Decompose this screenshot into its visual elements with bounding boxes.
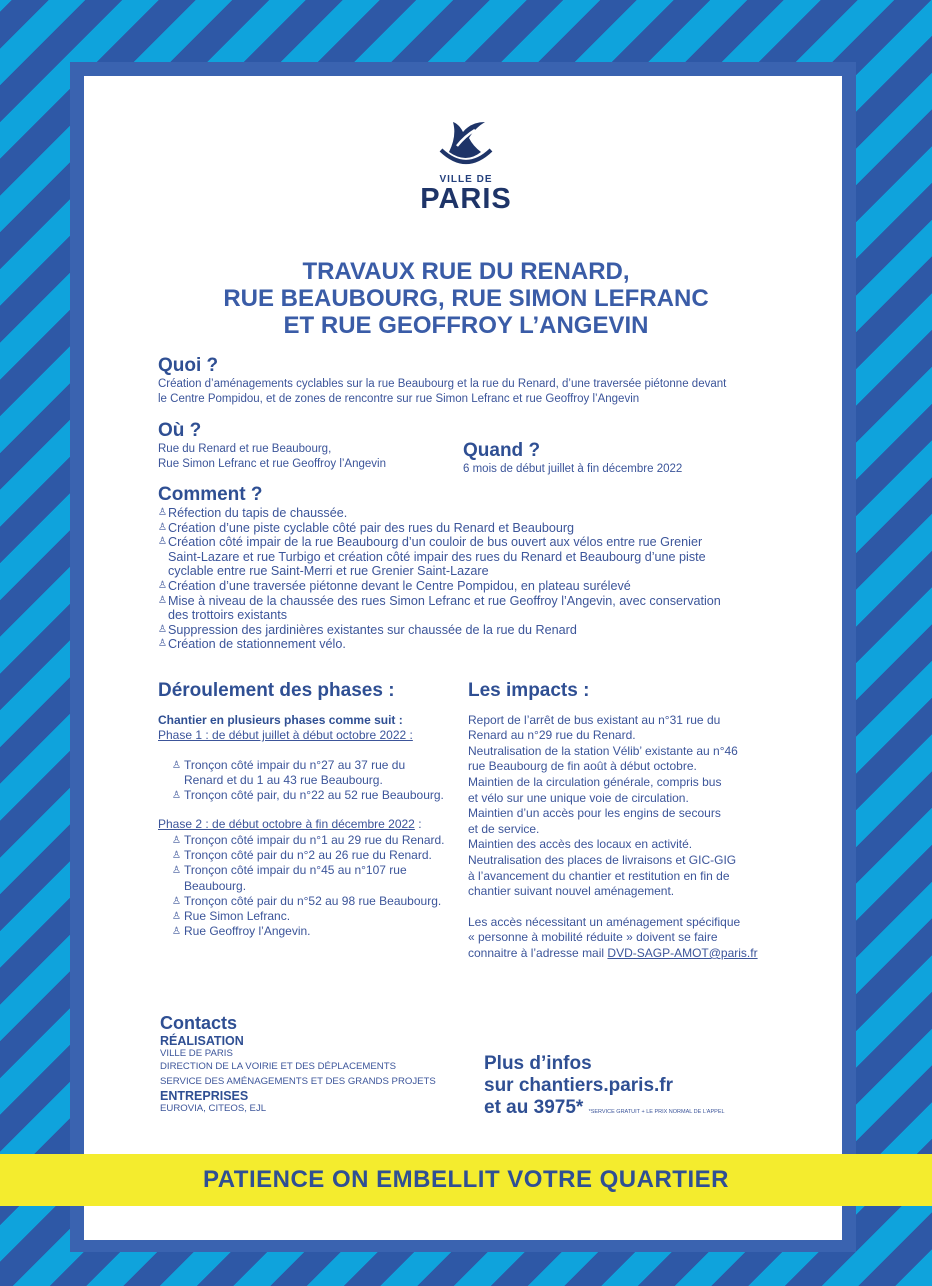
impacts-line: et de service.	[468, 821, 540, 836]
realisation-line3: SERVICE DES AMÉNAGEMENTS ET DES GRANDS PROJETS	[160, 1076, 436, 1087]
worker-icon: ♙	[172, 850, 181, 862]
comment-item-line: Création d’une traversée piétonne devant le Centre Pompidou, en plateau surélevé	[168, 578, 631, 593]
phase-item-line: Tronçon côté pair du n°52 au 98 rue Beaubourg.	[184, 893, 442, 908]
comment-item-line: Suppression des jardinières existantes sur chaussée de la rue du Renard	[168, 622, 577, 637]
comment-item-line: Réfection du tapis de chaussée.	[168, 506, 348, 520]
impacts-line: chantier suivant nouvel aménagement.	[468, 884, 675, 899]
section-impacts	[468, 680, 778, 962]
worker-icon: ♙	[158, 638, 167, 650]
worker-icon: ♙	[158, 594, 167, 606]
infos-line2: sur chantiers.paris.fr	[484, 1075, 674, 1096]
impacts-line: Neutralisation de la station Vélib’ existante au n°46	[468, 743, 738, 758]
paris-boat-icon	[435, 116, 497, 172]
phase-item-line: Tronçon côté pair, du n°22 au 52 rue Beaubourg.	[184, 788, 444, 803]
worker-icon: ♙	[158, 507, 167, 518]
paris-logo	[410, 116, 522, 213]
quand-text: 6 mois de début juillet à fin décembre 2022	[463, 463, 683, 475]
phase-item	[172, 894, 458, 909]
impacts-line: Maintien d’un accès pour les engins de secours	[468, 806, 721, 821]
worker-icon: ♙	[172, 759, 181, 771]
section-contacts	[160, 1013, 480, 1115]
infos-line1: Plus d’infos	[484, 1053, 592, 1074]
phase2-list	[172, 833, 458, 939]
phase-item-line: Tronçon côté impair du n°1 au 29 rue du Renard.	[184, 832, 445, 847]
ou-line1: Rue du Renard et rue Beaubourg,	[158, 443, 332, 455]
comment-item-line: Création de stationnement vélo.	[168, 637, 346, 652]
access-line: « personne à mobilité réduite » doivent se faire	[468, 930, 718, 945]
phases-heading: Déroulement des phases :	[158, 680, 395, 701]
ou-line2: Rue Simon Lefranc et rue Geoffroy l’Angevin	[158, 457, 386, 470]
comment-item-line: Mise à niveau de la chaussée des rues Simon Lefranc et rue Geoffroy l’Angevin, avec conservation	[168, 593, 721, 608]
impacts-line: rue Beaubourg de fin août à début octobre.	[468, 759, 697, 774]
contact-email-link[interactable]: DVD-SAGP-AMOT@paris.fr	[607, 945, 758, 960]
phase-item	[172, 758, 458, 788]
realisation-line1: VILLE DE PARIS	[160, 1048, 233, 1059]
title-line3: ET RUE GEOFFROY L’ANGEVIN	[283, 312, 649, 339]
section-comment	[158, 484, 798, 652]
section-infos	[484, 1053, 784, 1123]
phase-item	[172, 909, 458, 924]
impacts-line: Maintien de la circulation générale, compris bus	[468, 774, 722, 789]
phase1-list	[172, 758, 458, 804]
phase-item-line: Rue Geoffroy l’Angevin.	[184, 924, 311, 939]
phase-item	[172, 924, 458, 939]
section-ou	[158, 420, 458, 471]
impacts-line: Report de l’arrêt de bus existant au n°31 rue du	[468, 712, 721, 727]
comment-item	[158, 579, 798, 594]
worker-icon: ♙	[158, 536, 167, 548]
quoi-line2: le Centre Pompidou, et de zones de rencontre sur rue Simon Lefranc et rue Geoffroy l’Angevin	[158, 392, 640, 405]
logo-line2: PARIS	[420, 183, 512, 215]
entreprises-heading: ENTREPRISES	[160, 1088, 249, 1103]
phase-item-line: Rue Simon Lefranc.	[184, 909, 291, 923]
phase-item-line: Renard et du 1 au 43 rue Beaubourg.	[184, 772, 383, 787]
worker-icon: ♙	[172, 865, 181, 877]
phase-item	[172, 863, 458, 893]
banner-text: PATIENCE ON EMBELLIT VOTRE QUARTIER	[203, 1166, 729, 1193]
quand-heading: Quand ?	[463, 440, 541, 461]
access-text	[468, 915, 778, 946]
phase-item	[172, 788, 458, 803]
phase-item-line: Beaubourg.	[184, 878, 247, 893]
phase-item-line: Tronçon côté impair du n°45 au n°107 rue	[184, 863, 407, 878]
phases-intro: Chantier en plusieurs phases comme suit :	[158, 712, 403, 727]
access-line: Les accès nécessitant un aménagement spécifique	[468, 914, 741, 929]
entreprises-line1: EUROVIA, CITEOS, EJL	[160, 1102, 267, 1114]
phase-item-line: Tronçon côté impair du n°27 au 37 rue du	[184, 757, 406, 772]
ou-heading: Où ?	[158, 420, 202, 441]
worker-icon: ♙	[158, 521, 167, 533]
section-quoi	[158, 355, 798, 406]
worker-icon: ♙	[158, 623, 167, 635]
phase1-label: Phase 1 : de début juillet à début octobre 2022 :	[158, 728, 413, 743]
comment-item	[158, 623, 798, 638]
comment-heading: Comment ?	[158, 484, 263, 505]
worker-icon: ♙	[172, 834, 181, 846]
comment-item	[158, 637, 798, 652]
comment-item	[158, 521, 798, 536]
page-title	[110, 258, 822, 339]
comment-item-line: des trottoirs existants	[168, 608, 287, 623]
comment-item	[158, 535, 798, 579]
title-line1: TRAVAUX RUE DU RENARD,	[302, 258, 630, 285]
realisation-line2: DIRECTION DE LA VOIRIE ET DES DÉPLACEMENTS	[160, 1060, 396, 1072]
comment-item-line: Création côté impair de la rue Beaubourg d’un couloir de bus ouvert aux vélos entre rue Grenier	[168, 535, 703, 550]
comment-item-line: Création d’une piste cyclable côté pair des rues du Renard et Beaubourg	[168, 520, 575, 535]
impacts-line: Neutralisation des places de livraisons et GIC-GIG	[468, 852, 737, 867]
phase2-label: Phase 2 : de début octobre à fin décembre 2022	[158, 817, 415, 832]
impacts-line: à l’avancement du chantier et restitution en fin de	[468, 868, 730, 883]
impacts-line: Renard au n°29 rue du Renard.	[468, 728, 636, 743]
contacts-heading: Contacts	[160, 1013, 238, 1033]
comment-item	[158, 506, 798, 521]
quoi-line1: Création d’aménagements cyclables sur la rue Beaubourg et la rue du Renard, d’une traversée piétonne devant	[158, 378, 727, 390]
bottom-banner	[0, 1154, 932, 1206]
comment-item-line: Saint-Lazare et rue Turbigo et création côté impair des rues du Renard et Beaubourg d’une piste	[168, 549, 706, 564]
realisation-heading: RÉALISATION	[160, 1034, 244, 1048]
infos-note: *SERVICE GRATUIT + LE PRIX NORMAL DE L’APPEL	[588, 1109, 725, 1115]
access-last: connaitre à l’adresse mail	[468, 945, 608, 960]
section-quand	[463, 440, 763, 477]
comment-item	[158, 594, 798, 623]
quoi-heading: Quoi ?	[158, 355, 219, 376]
section-phases	[158, 680, 458, 939]
comment-item-line: cyclable entre rue Saint-Merri et rue Grenier Saint-Lazare	[168, 564, 489, 579]
infos-line3: et au 3975*	[484, 1097, 584, 1118]
impacts-text	[468, 713, 778, 900]
phase-item-line: Tronçon côté pair du n°2 au 26 rue du Renard.	[184, 848, 432, 863]
phase2-label-suffix: :	[414, 817, 422, 832]
worker-icon: ♙	[172, 926, 181, 938]
comment-list	[158, 506, 798, 652]
logo-line1: VILLE DE	[439, 174, 493, 185]
worker-icon: ♙	[172, 790, 181, 802]
title-line2: RUE BEAUBOURG, RUE SIMON LEFRANC	[223, 285, 709, 312]
impacts-line: et vélo sur une unique voie de circulation.	[468, 790, 689, 805]
worker-icon: ♙	[158, 579, 167, 591]
impacts-line: Maintien des accès des locaux en activité.	[468, 837, 693, 852]
phase-item	[172, 848, 458, 863]
phase-item	[172, 833, 458, 848]
impacts-heading: Les impacts :	[468, 680, 590, 701]
worker-icon: ♙	[172, 911, 181, 922]
worker-icon: ♙	[172, 895, 181, 907]
